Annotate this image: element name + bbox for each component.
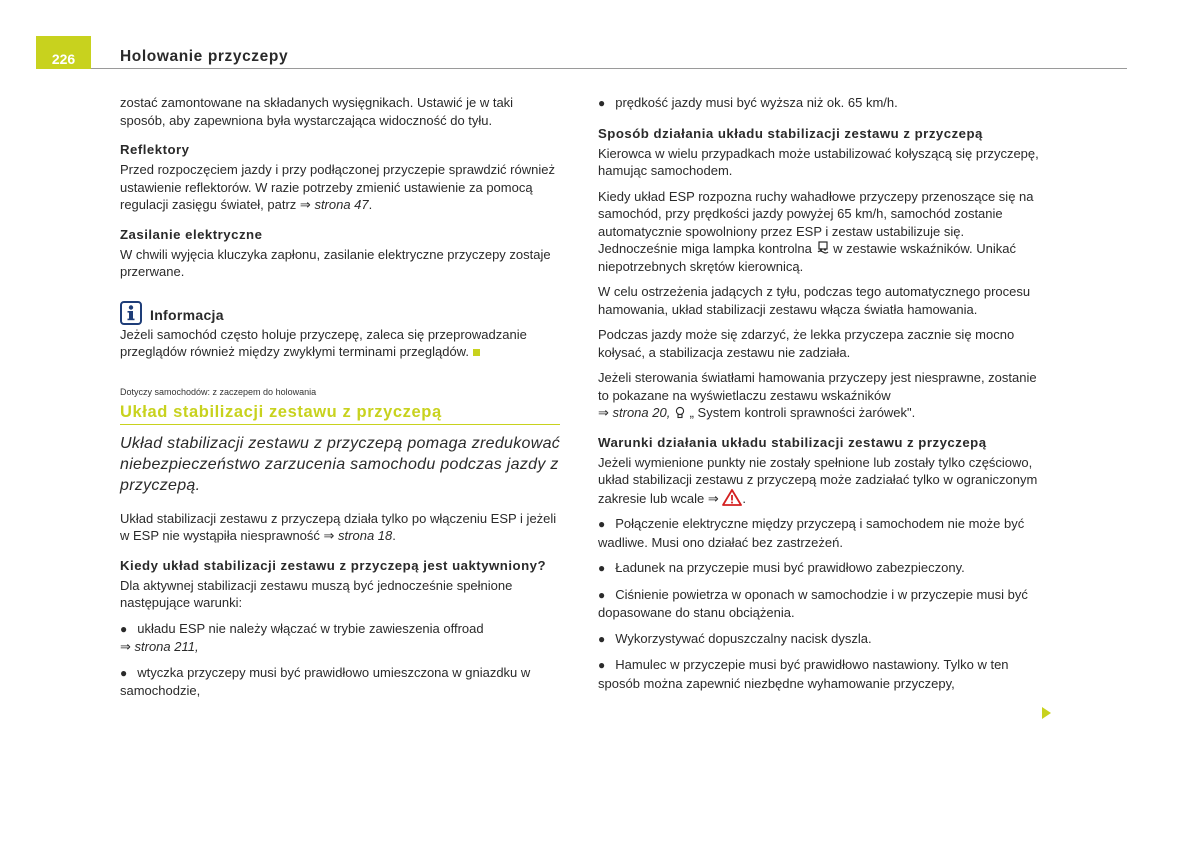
- bullet-icon: ●: [598, 561, 606, 575]
- bullet-icon: ●: [598, 631, 606, 646]
- trailer-stability-warning-icon: [816, 241, 830, 255]
- right-column: [598, 94, 1040, 700]
- paragraph-sterowania-text: Jeżeli sterowania światłami hamowania przyczepy jest niesprawne, zostanie to pokazane na wyświetlaczu zestawu wskaźników: [598, 370, 1037, 403]
- paragraph-esp-ruchy: [598, 188, 1040, 276]
- heading-warunki: Warunki działania układu stabilizacji zestawu z przyczepą: [598, 434, 987, 450]
- header-divider: [91, 68, 1127, 69]
- list-item: [598, 586, 1040, 622]
- list-item-text: Ładunek na przyczepie musi być prawidłowo zabezpieczony.: [615, 560, 965, 575]
- bullet-icon: ●: [598, 96, 606, 110]
- paragraph-esp-text: Układ stabilizacji zestawu z przyczepą działa tylko po włączeniu ESP i jeżeli w ESP nie wystąpiła niesprawność ⇒: [120, 510, 557, 543]
- heading-sposob: Sposób działania układu stabilizacji zestawu z przyczepą: [598, 125, 983, 141]
- page-number: 226: [51, 51, 76, 67]
- info-icon: [120, 301, 142, 325]
- list-item-text: układu ESP nie należy włączać w trybie zawieszenia offroad: [137, 620, 484, 636]
- heading-reflektory: Reflektory: [120, 142, 190, 157]
- paragraph-podczas: Podczas jazdy może się zdarzyć, że lekka przyczepa zacznie się mocno kołysać, a stabilizacja zestawu nie zadziała.: [598, 327, 1015, 360]
- paragraph-warunki-text: Jeżeli wymienione punkty nie zostały spełnione lub zostały tylko częściowo, układ stabilizacji zestawu z przyczepą może zadziałać tylko w ograniczonym zakresie lub wcale ⇒: [598, 454, 1038, 506]
- list-item: [598, 656, 1040, 692]
- list-item-text: Połączenie elektryczne między przyczepą i samochodem nie może być wadliwe. Musi ono działać bez zastrzeżeń.: [598, 516, 1025, 550]
- page-link-47[interactable]: strona 47: [314, 197, 369, 212]
- section-title-rule: [120, 424, 560, 425]
- page-link-20[interactable]: ⇒ strona 20,: [598, 405, 671, 420]
- list-item-text: Wykorzystywać dopuszczalny nacisk dyszla.: [615, 630, 872, 646]
- list-item: [598, 515, 1040, 551]
- info-text-body: Jeżeli samochód często holuje przyczepę, zaleca się przeprowadzanie przeglądów również między zwykłymi terminami przeglądów.: [120, 326, 527, 359]
- list-item: [598, 630, 1040, 649]
- heading-kiedy: Kiedy układ stabilizacji zestawu z przyczepą jest uaktywniony?: [120, 557, 547, 573]
- list-item: [598, 559, 1040, 578]
- page-link-211[interactable]: ⇒ strona 211,: [120, 639, 199, 654]
- list-item-text: wtyczka przyczepy musi być prawidłowo umieszczona w gniazdku w samochodzie,: [120, 664, 531, 698]
- heading-zasilanie: Zasilanie elektryczne: [120, 226, 263, 242]
- paragraph-esp-ruchy-text: Kiedy układ ESP rozpozna ruchy wahadłowe przyczepy przenoszące się na samochód, przy prędkości jazdy powyżej 65 km/h, samochód zostanie automatycznie spowolniony przez ESP i zestaw ustabilizuje się. Jednocześnie miga lampka kontrolna: [598, 188, 1034, 256]
- paragraph-reflektory: Przed rozpoczęciem jazdy i przy podłączonej przyczepie sprawdzić również ustawienie reflektorów. W razie potrzeby zmienić ustawienie za pomocą regulacji zasięgu świateł, patrz ⇒ strona 47.: [120, 162, 555, 212]
- paragraph-ostrzezenie: W celu ostrzeżenia jadących z tyłu, podczas tego automatycznego procesu hamowania, układ stabilizacji zestawu włącza światła hamowania.: [598, 284, 1031, 317]
- list-item-text: prędkość jazdy musi być wyższa niż ok. 65 km/h.: [615, 95, 898, 110]
- list-item: [598, 94, 1040, 113]
- paragraph-kiedy: Dla aktywnej stabilizacji zestawu muszą być jednocześnie spełnione następujące warunki:: [120, 577, 513, 610]
- section-end-marker: [473, 349, 480, 356]
- list-item: [120, 664, 562, 700]
- bullet-icon: ●: [598, 517, 606, 531]
- bullet-icon: ●: [120, 621, 128, 636]
- bullet-icon: ●: [598, 587, 606, 602]
- continue-arrow-icon[interactable]: [1042, 707, 1051, 719]
- paragraph-warunki: Jeżeli wymienione punkty nie zostały spełnione lub zostały tylko częściowo, układ stabilizacji zestawu z przyczepą może zadziałać tylko w ograniczonym zakresie lub wcale ⇒ .: [598, 454, 1038, 506]
- warning-triangle-icon[interactable]: [722, 489, 742, 506]
- paragraph-esp-ruchy-text-end: w zestawie wskaźników. Unikać niepotrzebnych skrętów kierownicą.: [598, 241, 1016, 274]
- page-number-tab: [36, 36, 91, 69]
- applicability-note: Dotyczy samochodów: z zaczepem do holowania: [120, 386, 317, 397]
- bullet-icon: ●: [120, 665, 128, 680]
- chapter-title: Holowanie przyczepy: [120, 48, 289, 65]
- paragraph-reflektory-text: Przed rozpoczęciem jazdy i przy podłączonej przyczepie sprawdzić również ustawienie reflektorów. W razie potrzeby zmienić ustawienie za pomocą regulacji zasięgu świateł, patrz ⇒: [120, 162, 555, 212]
- info-note: [120, 301, 562, 361]
- list-item-text: Ciśnienie powietrza w oponach w samochodzie i w przyczepie musi być dopasowane do stanu obciążenia.: [598, 586, 1028, 620]
- left-column: [120, 94, 562, 708]
- info-title: Informacja: [150, 307, 224, 323]
- bullet-icon: ●: [598, 658, 606, 672]
- bulb-check-icon: [674, 406, 686, 419]
- paragraph-esp: Układ stabilizacji zestawu z przyczepą działa tylko po włączeniu ESP i jeżeli w ESP nie wystąpiła niesprawność ⇒ strona 18.: [120, 510, 557, 543]
- paragraph-mirrors: zostać zamontowane na składanych wysięgnikach. Ustawić je w taki sposób, aby zapewniona była wystarczająca widoczność do tyłu.: [120, 95, 514, 128]
- section-title: Układ stabilizacji zestawu z przyczepą: [120, 402, 442, 421]
- info-text: [120, 326, 562, 361]
- paragraph-kierowca: Kierowca w wielu przypadkach może ustabilizować kołyszącą się przyczepę, hamując samochodem.: [598, 145, 1039, 178]
- paragraph-sterowania-end: „ System kontroli sprawności żarówek".: [689, 405, 916, 420]
- page-link-18[interactable]: strona 18: [338, 528, 393, 543]
- list-item: [120, 620, 562, 656]
- list-item-text: Hamulec w przyczepie musi być prawidłowo nastawiony. Tylko w ten sposób można zapewnić niezbędne wyhamowanie przyczepy,: [598, 657, 1009, 691]
- section-intro: Układ stabilizacji zestawu z przyczepą pomaga zredukować niebezpieczeństwo zarzucenia samochodu podczas jazdy z przyczepą.: [120, 434, 561, 494]
- paragraph-zasilanie: W chwili wyjęcia kluczyka zapłonu, zasilanie elektryczne przyczepy zostaje przerwane.: [120, 246, 551, 279]
- paragraph-sterowania: [598, 369, 1040, 422]
